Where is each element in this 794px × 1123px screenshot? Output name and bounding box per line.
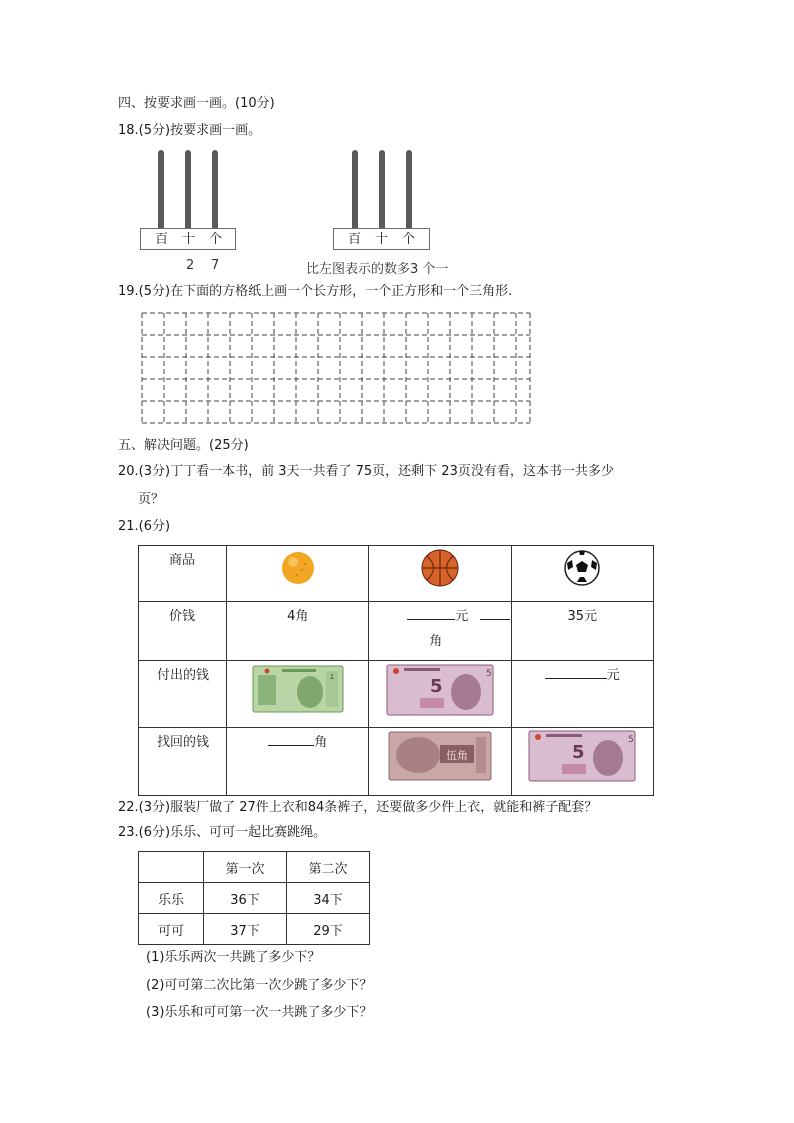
question-20-line-1: 20.(3分)丁丁看一本书，前 3天一共看了 75页，还剩下 23页没有看，这本书一共多少: [118, 464, 614, 479]
ones-digit: 7: [211, 258, 220, 273]
question-20-line-2: 页？: [138, 492, 165, 507]
abacus-rod: [406, 150, 412, 228]
abacus-rod: [379, 150, 385, 228]
price-ball-3: 35元: [511, 602, 653, 661]
dotted-grid-paper[interactable]: [140, 311, 532, 425]
item-cell-1: [227, 546, 369, 602]
abacus-place-box: [333, 228, 430, 250]
question-23-sub-1: (1)乐乐两次一共跳了多少下？: [146, 950, 321, 965]
row-header-price: 价钱: [139, 602, 227, 661]
svg-text:5: 5: [628, 735, 635, 745]
change-note-3-cell: [511, 728, 653, 796]
abacus-rod: [352, 150, 358, 228]
basketball-icon: [420, 548, 460, 588]
question-22: 22.(3分)服装厂做了 27件上衣和84条裤子，还要做多少件上衣，就能和裤子配套？: [118, 800, 598, 815]
unit-jiao: 角: [314, 735, 328, 750]
place-hundreds: 百: [155, 232, 169, 247]
unit-yuan: 元: [455, 609, 469, 624]
change-note-2-cell: [369, 728, 511, 796]
five-yuan-banknote-icon: [386, 664, 494, 716]
question-23-title: 23.(6分)乐乐、可可一起比赛跳绳。: [118, 825, 327, 840]
price-ball-2: [369, 602, 511, 661]
svg-text:5: 5: [572, 742, 585, 763]
section-4-heading: 四、按要求画一画。(10分): [118, 96, 275, 111]
row-header-change: 找回的钱: [139, 728, 227, 796]
place-tens: 十: [375, 232, 389, 247]
price-ball-1: 4角: [227, 602, 369, 661]
place-tens: 十: [182, 232, 196, 247]
change-jiao-blank[interactable]: [268, 731, 314, 746]
rope-skipping-table: [138, 851, 370, 945]
shopping-table: [138, 545, 654, 796]
five-jiao-text: 伍角: [445, 749, 468, 762]
paid-blank-cell: [511, 661, 653, 728]
keke-second: 29下: [287, 914, 370, 945]
paid-yuan-blank[interactable]: [545, 664, 607, 679]
five-yuan-banknote-icon: [528, 730, 636, 782]
place-ones: 个: [209, 232, 223, 247]
place-ones: 个: [402, 232, 416, 247]
col-header-second: 第二次: [287, 852, 370, 883]
svg-text:1: 1: [329, 673, 334, 681]
soccer-ball-icon: [563, 549, 601, 587]
question-18-title: 18.(5分)按要求画一画。: [118, 123, 262, 138]
abacus-rod: [212, 150, 218, 228]
row-header-paid: 付出的钱: [139, 661, 227, 728]
row-name-keke: 可可: [139, 914, 204, 945]
item-cell-3: [511, 546, 653, 602]
question-21-title: 21.(6分): [118, 519, 171, 534]
unit-yuan: 元: [606, 668, 620, 683]
five-jiao-banknote-icon: [388, 731, 492, 781]
section-5-heading: 五、解决问题。(25分): [118, 438, 249, 453]
price-jiao-blank[interactable]: [480, 605, 510, 620]
svg-text:5: 5: [429, 676, 443, 697]
row-name-lele: 乐乐: [139, 883, 204, 914]
tens-digit: 2: [186, 258, 195, 273]
orange-ball-icon: [280, 550, 316, 586]
change-blank-cell: [227, 728, 369, 796]
keke-first: 37下: [204, 914, 287, 945]
abacus-rod: [185, 150, 191, 228]
place-hundreds: 百: [348, 232, 362, 247]
svg-text:5: 5: [485, 669, 492, 679]
abacus-rod: [158, 150, 164, 228]
unit-jiao: 角: [429, 634, 443, 649]
lele-first: 36下: [204, 883, 287, 914]
item-cell-2: [369, 546, 511, 602]
table-corner: [139, 852, 204, 883]
question-19-title: 19.(5分)在下面的方格纸上画一个长方形，一个正方形和一个三角形.: [118, 284, 513, 299]
one-yuan-banknote-icon: [252, 665, 344, 713]
row-header-item: 商品: [139, 546, 227, 602]
paid-note-1-cell: [227, 661, 369, 728]
col-header-first: 第一次: [204, 852, 287, 883]
question-23-sub-2: (2)可可第二次比第一次少跳了多少下？: [146, 978, 373, 993]
lele-second: 34下: [287, 883, 370, 914]
question-23-sub-3: (3)乐乐和可可第一次一共跳了多少下？: [146, 1005, 373, 1020]
abacus-place-box: [140, 228, 236, 250]
right-abacus-caption: 比左图表示的数多3 个一: [306, 262, 449, 277]
price-yuan-blank[interactable]: [407, 605, 455, 620]
paid-note-2-cell: [369, 661, 511, 728]
